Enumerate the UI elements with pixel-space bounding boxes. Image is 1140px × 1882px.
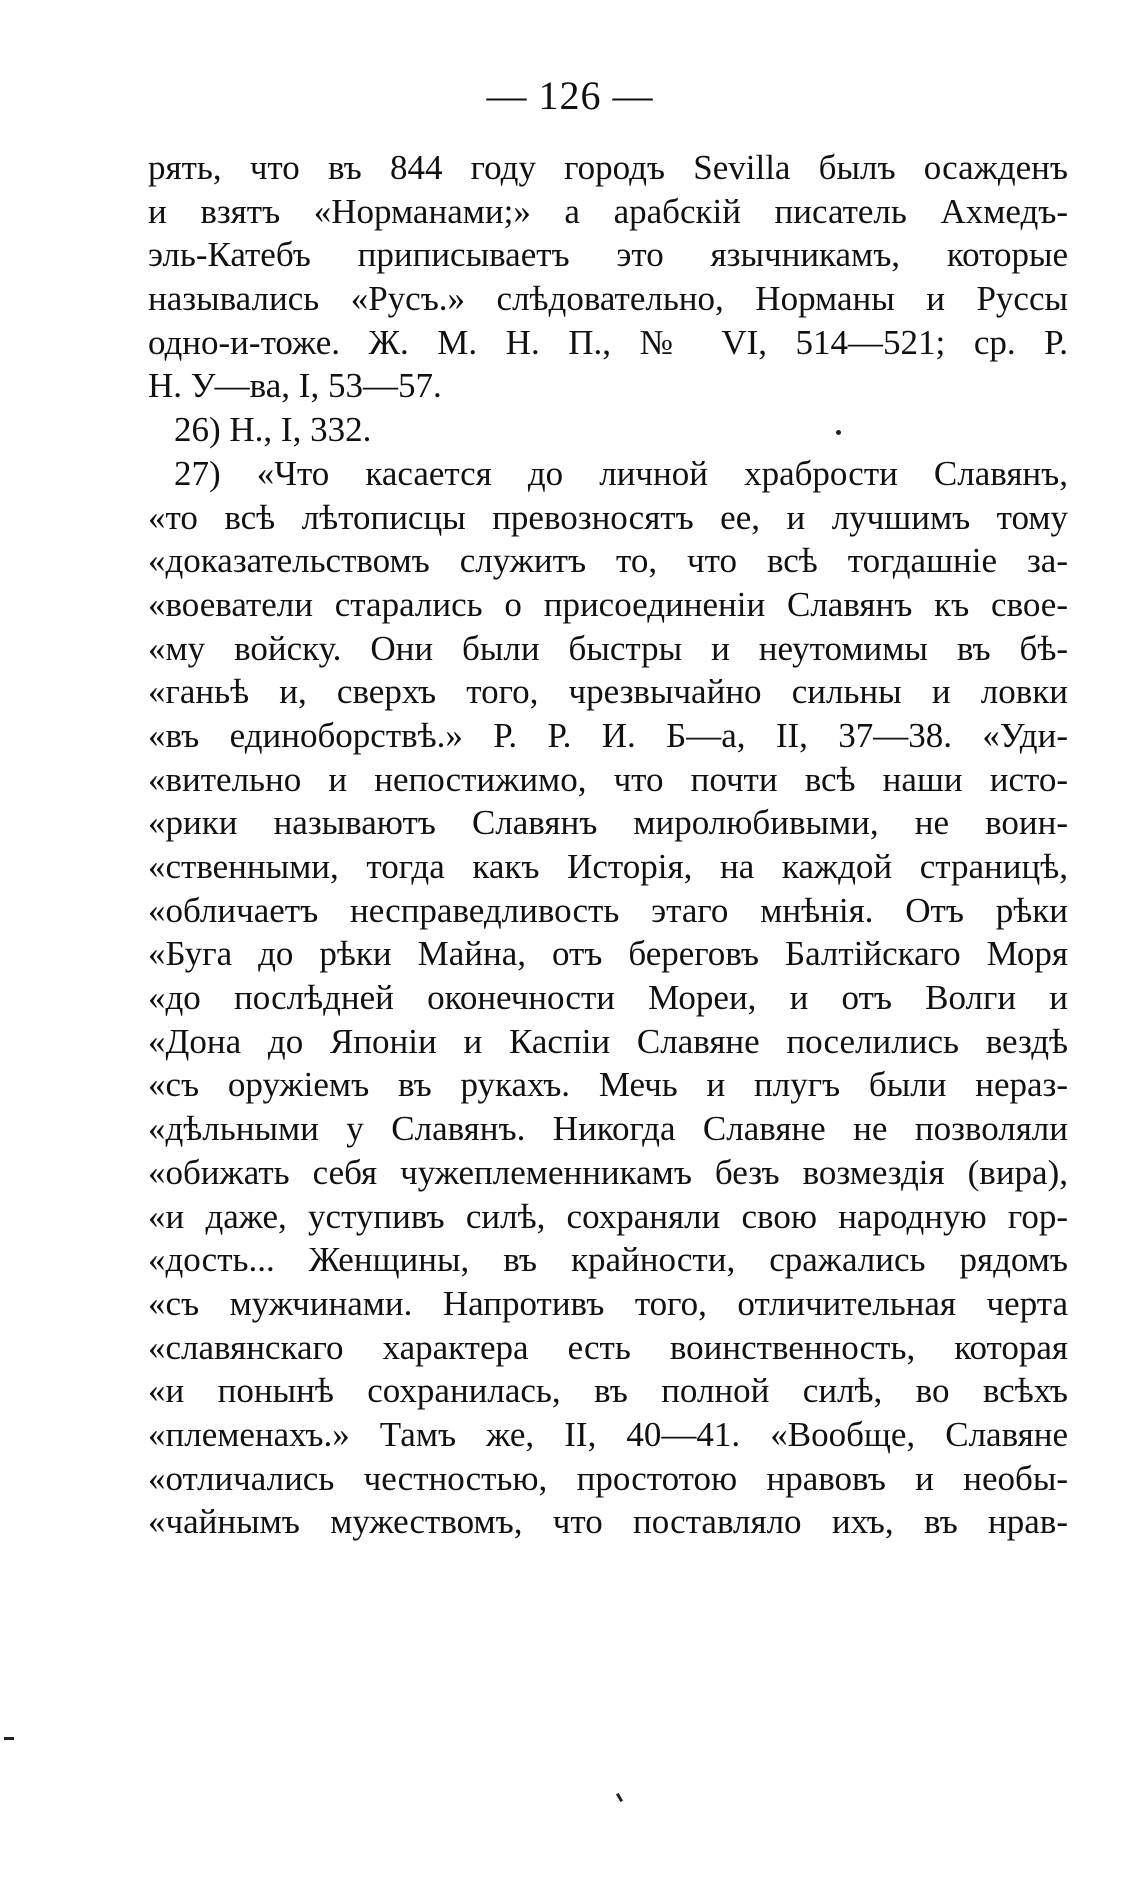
text-line: «рики называютъ Славянъ миролюбивыми, не воин- — [148, 803, 1068, 843]
scan-speck — [4, 1737, 14, 1740]
scan-speck — [616, 1793, 623, 1802]
text-line: «дѣльными у Славянъ. Никогда Славяне не позволяли — [148, 1109, 1068, 1149]
body-text — [148, 146, 1068, 1544]
text-line: «дость... Женщины, въ крайности, сражались рядомъ — [148, 1240, 1068, 1280]
text-line: «Дона до Японіи и Каспіи Славяне поселились вездѣ — [148, 1021, 1068, 1061]
text-line: «съ мужчинами. Напротивъ того, отличительная черта — [148, 1283, 1068, 1323]
text-line: «чайнымъ мужествомъ, что поставляло ихъ, въ нрав- — [148, 1502, 1068, 1542]
text-line: «племенахъ.» Тамъ же, II, 40—41. «Вообще, Славяне — [148, 1414, 1068, 1454]
text-line: «обижать себя чужеплеменникамъ безъ возмездія (вира), — [148, 1152, 1068, 1192]
text-line: «отличались честностью, простотою нравовъ и необы- — [148, 1458, 1068, 1498]
text-line: одно-и-тоже. Ж. М. Н. П., № VI, 514—521; ср. Р. — [148, 322, 1068, 362]
text-line: назывались «Русъ.» слѣдовательно, Норманы и Руссы — [148, 279, 1068, 319]
text-line: рять, что въ 844 году городъ Sevilla былъ осажденъ — [148, 148, 1068, 187]
text-line: «и даже, уступивъ силѣ, сохраняли свою народную гор- — [148, 1196, 1068, 1236]
text-line: «воеватели старались о присоединеніи Славянъ къ свое- — [148, 584, 1068, 624]
text-line: «съ оружіемъ въ рукахъ. Мечь и плугъ были нераз- — [148, 1065, 1068, 1105]
text-line: эль-Катебъ приписываетъ это язычникамъ, которые — [148, 235, 1068, 275]
text-line: «вительно и непостижимо, что почти всѣ наши исто- — [148, 759, 1068, 799]
text-line: «ственными, тогда какъ Исторія, на каждой страницѣ, — [148, 847, 1068, 886]
text-line: «славянскаго характера есть воинственность, которая — [148, 1327, 1068, 1367]
text-line: «Буга до рѣки Майна, отъ береговъ Балтійскаго Моря — [148, 934, 1068, 974]
text-line: «му войску. Они были быстры и неутомимы въ бѣ- — [148, 628, 1068, 668]
text-line: «ганьѣ и, сверхъ того, чрезвычайно сильны и ловки — [148, 672, 1068, 712]
footnote-26: 26) Н., I, 332. — [174, 410, 372, 450]
text-line: «въ единоборствѣ.» Р. Р. И. Б—а, II, 37—38. «Уди- — [148, 715, 1068, 755]
text-line: «и понынѣ сохранилась, въ полной силѣ, во всѣхъ — [148, 1371, 1068, 1411]
text-line: «обличаетъ несправедливость этаго мнѣнія. Отъ рѣки — [148, 890, 1068, 930]
text-line: «доказательствомъ служитъ то, что всѣ тогдашніе за- — [148, 541, 1068, 581]
text-line: «то всѣ лѣтописцы превозносятъ ее, и лучшимъ тому — [148, 497, 1068, 537]
scan-speck — [836, 430, 841, 435]
text-line: Н. У—ва, I, 53—57. — [148, 366, 442, 406]
page-number: — 126 — — [486, 73, 654, 118]
text-line: и взятъ «Норманами;» а арабскій писатель Ахмедъ- — [148, 191, 1068, 231]
footnote-27: 27) «Что касается до личной храбрости Славянъ, — [174, 453, 1068, 493]
text-line: «до послѣдней оконечности Мореи, и отъ Волги и — [148, 978, 1068, 1018]
